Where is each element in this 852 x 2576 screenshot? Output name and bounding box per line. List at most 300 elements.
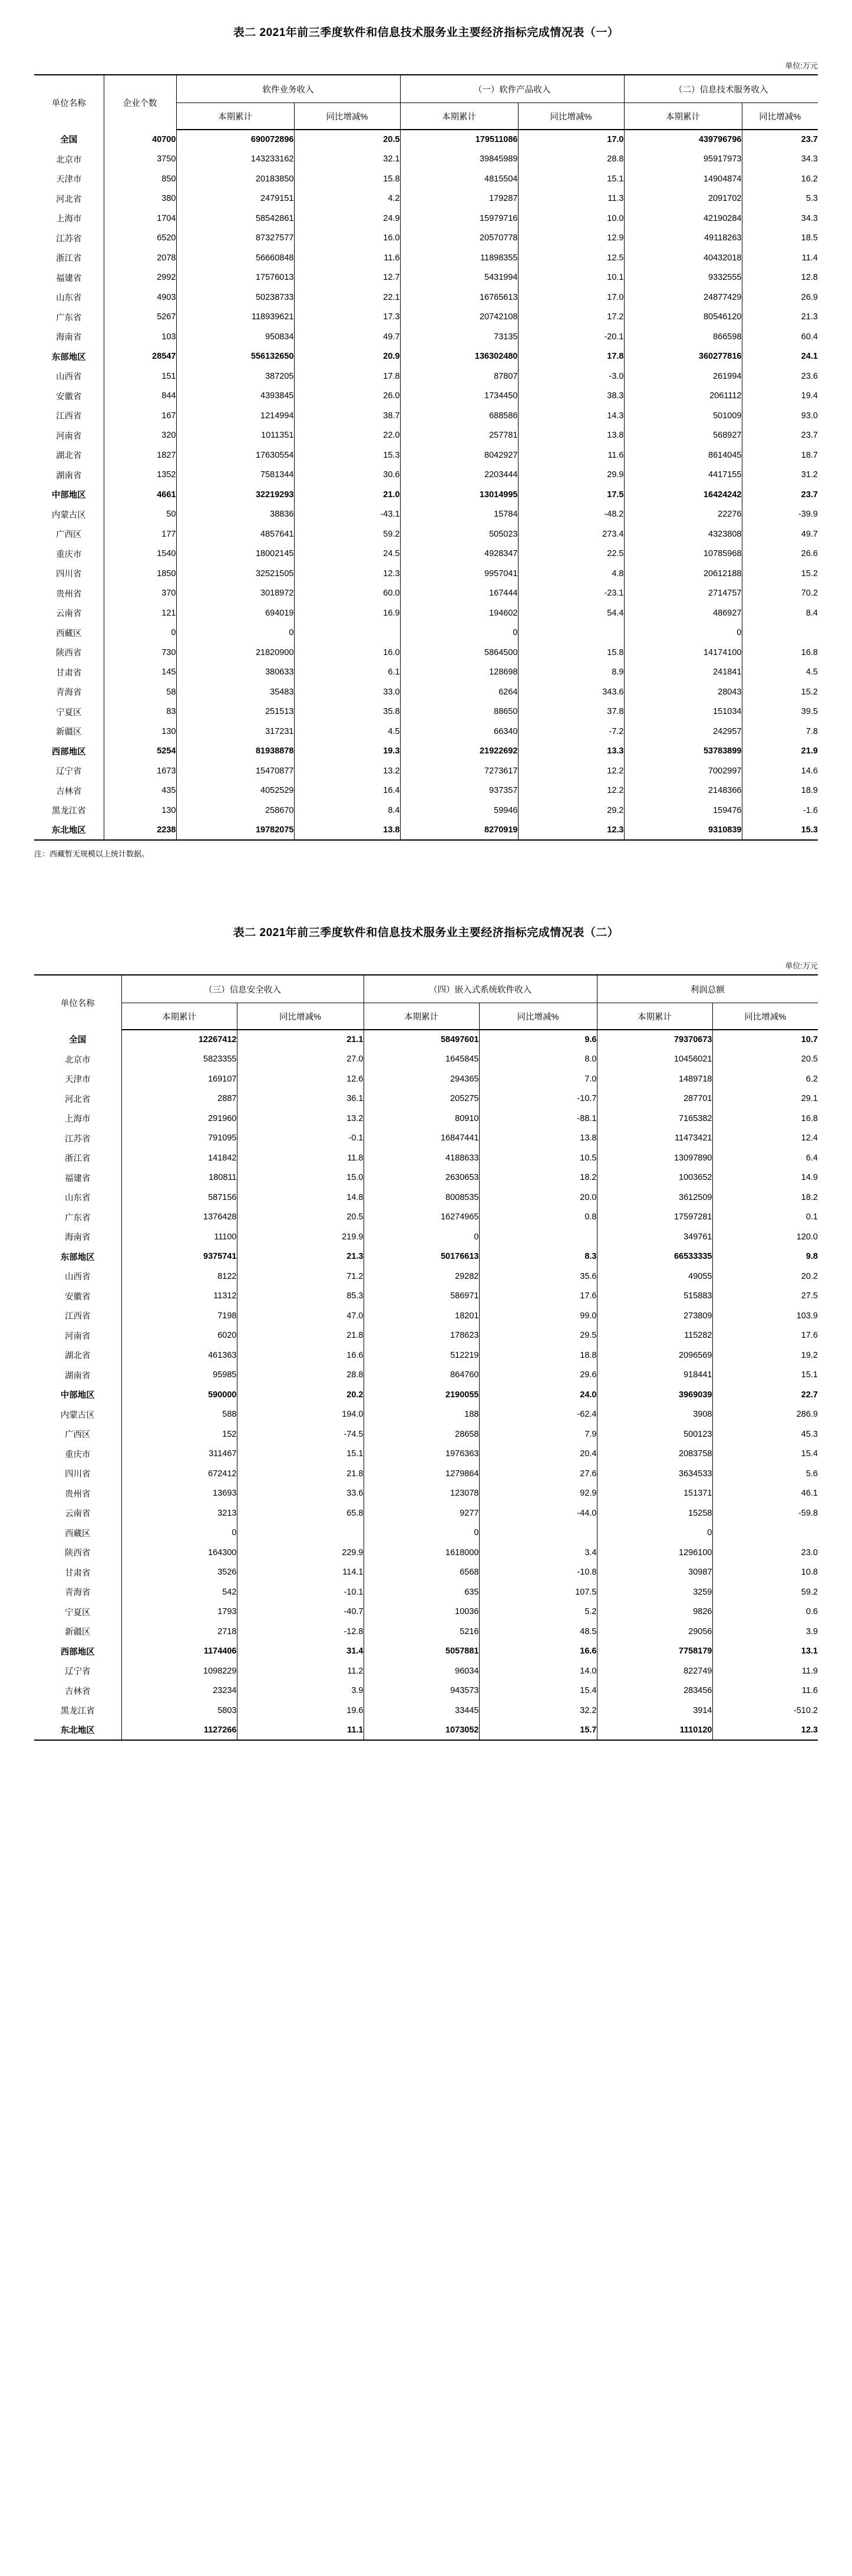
row-value-cell: 13.2 [237, 1109, 364, 1129]
row-value-cell: 20612188 [624, 564, 742, 584]
row-value-cell: 23.7 [801, 490, 818, 500]
row-value-cell: 71.2 [237, 1266, 364, 1287]
table-row [34, 1266, 818, 1287]
row-value-cell: 80910 [364, 1109, 479, 1129]
row-value-cell: 7002997 [624, 761, 742, 781]
row-value-cell: 15784 [400, 505, 518, 525]
row-value-cell: 39.5 [801, 707, 818, 717]
row-value-cell: 17.0 [518, 287, 624, 307]
row-value-cell: 18.5 [801, 233, 818, 243]
row-value-cell: 178623 [364, 1326, 479, 1346]
row-value-cell: 850 [104, 169, 176, 189]
row-value-cell: 11.6 [801, 1686, 818, 1696]
row-value-cell: 14174100 [624, 643, 742, 663]
row-value-cell: 18.7 [801, 450, 818, 460]
table-row [34, 248, 818, 268]
row-value-cell: 7758179 [597, 1642, 712, 1662]
row-value-cell: 66533335 [597, 1247, 712, 1267]
row-value-cell: 188 [364, 1405, 479, 1425]
row-value-cell: 12.4 [801, 1133, 818, 1143]
row-value-cell: 9957041 [400, 564, 518, 584]
row-value-cell: 11100 [121, 1227, 237, 1247]
row-value-cell: 15.4 [479, 1681, 597, 1701]
row-unit-name: 湖北省 [34, 1345, 121, 1365]
row-value-cell: 1489718 [597, 1069, 712, 1089]
table-row [34, 1464, 818, 1484]
row-value-cell: 49055 [597, 1266, 712, 1287]
row-value-cell: 179287 [400, 189, 518, 209]
row-value-cell: 10.7 [801, 1035, 818, 1045]
row-value-cell: 18.2 [801, 1192, 818, 1202]
row-value-cell: 9.6 [479, 1030, 597, 1050]
table-row [34, 702, 818, 722]
row-value-cell: 1645845 [364, 1050, 479, 1070]
row-unit-name: 辽宁省 [34, 761, 104, 781]
table-block-two [0, 900, 852, 1741]
row-value-cell: 6264 [400, 682, 518, 702]
row-value-cell: 387205 [176, 366, 294, 386]
row-value-cell: 177 [104, 524, 176, 544]
row-value-cell: 32521505 [176, 564, 294, 584]
row-value-cell: 3634533 [597, 1464, 712, 1484]
row-value-cell [518, 623, 624, 643]
row-value-cell: 5823355 [121, 1050, 237, 1070]
row-value-cell: 1734450 [400, 386, 518, 406]
row-value-cell: 53783899 [624, 742, 742, 762]
row-value-cell: 21.9 [801, 746, 818, 756]
row-value-cell: 88650 [400, 702, 518, 722]
table-row [34, 209, 818, 229]
row-value-cell: 0.6 [805, 1607, 818, 1617]
row-value-cell: 9310839 [624, 821, 742, 841]
row-value-cell: 103 [104, 327, 176, 347]
row-value-cell: 167444 [400, 584, 518, 604]
row-value-cell: 11.8 [237, 1148, 364, 1168]
row-value-cell: 29056 [597, 1622, 712, 1642]
row-value-cell: 3750 [104, 150, 176, 170]
table-two [34, 974, 818, 1741]
header-enterprise-count: 企业个数 [104, 75, 176, 130]
row-value-cell: 4393845 [176, 386, 294, 406]
row-value-cell: 672412 [121, 1464, 237, 1484]
row-value-cell: 1003652 [597, 1168, 712, 1188]
row-value-cell: 8614045 [624, 445, 742, 465]
header-sub-yoy-1: 同比增减% [237, 1003, 364, 1030]
row-value-cell: 59.2 [294, 524, 400, 544]
row-value-cell: 12.3 [294, 564, 400, 584]
row-value-cell: 1110120 [597, 1721, 712, 1741]
row-value-cell: 4857641 [176, 524, 294, 544]
row-value-cell: 1376428 [121, 1208, 237, 1228]
table-row [34, 801, 818, 821]
row-value-cell: 2190055 [364, 1385, 479, 1405]
row-value-cell: 0 [364, 1523, 479, 1543]
row-value-cell: -7.2 [518, 722, 624, 742]
row-value-cell: 294365 [364, 1069, 479, 1089]
row-value-cell: 943573 [364, 1681, 479, 1701]
table-one [34, 74, 818, 841]
row-value-cell: 291960 [121, 1109, 237, 1129]
row-unit-name: 安徽省 [34, 1287, 121, 1307]
row-value-cell: 5.6 [805, 1469, 818, 1479]
row-value-cell: 38836 [176, 505, 294, 525]
row-value-cell: 287701 [597, 1089, 712, 1109]
row-value-cell: 1098229 [121, 1661, 237, 1681]
row-unit-name: 四川省 [34, 1464, 121, 1484]
header-group-software-product-revenue: （一）软件产品收入 [400, 75, 624, 103]
row-unit-name: 吉林省 [34, 1681, 121, 1701]
row-value-cell: 17.6 [801, 1331, 818, 1341]
row-unit-name: 海南省 [34, 1227, 121, 1247]
row-value-cell: 866598 [624, 327, 742, 347]
table-row [34, 1089, 818, 1109]
row-value-cell: 13.8 [294, 821, 400, 841]
row-value-cell: 257781 [400, 426, 518, 446]
row-unit-name: 江西省 [34, 406, 104, 426]
row-value-cell: 22.1 [294, 287, 400, 307]
row-value-cell: 14.8 [237, 1188, 364, 1208]
row-value-cell: 11898355 [400, 248, 518, 268]
row-unit-name: 江苏省 [34, 1129, 121, 1149]
row-value-cell: 36.1 [237, 1089, 364, 1109]
table-row [34, 1287, 818, 1307]
table-two-body [34, 1030, 818, 1740]
row-value-cell: 164300 [121, 1543, 237, 1563]
row-value-cell: 258670 [176, 801, 294, 821]
row-value-cell: 3612509 [597, 1188, 712, 1208]
table-row [34, 1247, 818, 1267]
row-value-cell: -3.0 [518, 366, 624, 386]
row-value-cell: 273.4 [518, 524, 624, 544]
row-value-cell [479, 1227, 597, 1247]
row-unit-name: 内蒙古区 [34, 1405, 121, 1425]
header-group-software-revenue: 软件业务收入 [176, 75, 400, 103]
row-value-cell: 24.0 [479, 1385, 597, 1405]
row-value-cell: 500123 [597, 1424, 712, 1444]
row-value-cell: 542 [121, 1582, 237, 1602]
row-value-cell: 14.0 [479, 1661, 597, 1681]
row-value-cell: 118939621 [176, 307, 294, 328]
header-unit-name: 单位名称 [34, 75, 104, 130]
row-value-cell: 918441 [597, 1365, 712, 1385]
row-value-cell: 17.8 [518, 347, 624, 367]
table-row [34, 1721, 818, 1741]
row-value-cell: 1850 [104, 564, 176, 584]
table-row [34, 584, 818, 604]
row-value-cell: 33445 [364, 1701, 479, 1721]
row-value-cell: 38.7 [294, 406, 400, 426]
row-value-cell: 14904874 [624, 169, 742, 189]
row-value-cell: 8.3 [479, 1247, 597, 1267]
row-unit-name: 浙江省 [34, 248, 104, 268]
row-value-cell: 937357 [400, 781, 518, 801]
row-value-cell: 73135 [400, 327, 518, 347]
row-value-cell: 128698 [400, 663, 518, 683]
row-value-cell: 251513 [176, 702, 294, 722]
row-value-cell: 1827 [104, 445, 176, 465]
row-value-cell: 4052529 [176, 781, 294, 801]
row-value-cell: 1073052 [364, 1721, 479, 1741]
row-value-cell: 19.6 [237, 1701, 364, 1721]
row-value-cell: 8042927 [400, 445, 518, 465]
row-value-cell: 12.9 [518, 229, 624, 249]
row-value-cell: -74.5 [237, 1424, 364, 1444]
row-value-cell: 10.1 [518, 268, 624, 288]
row-value-cell: 10036 [364, 1602, 479, 1622]
row-value-cell: 2238 [104, 821, 176, 841]
row-value-cell: 9.8 [805, 1252, 818, 1262]
row-value-cell: 79370673 [597, 1030, 712, 1050]
row-value-cell: 219.9 [237, 1227, 364, 1247]
row-value-cell: 688586 [400, 406, 518, 426]
row-unit-name: 河北省 [34, 1089, 121, 1109]
row-value-cell: 8270919 [400, 821, 518, 841]
row-value-cell: 9332555 [624, 268, 742, 288]
row-value-cell: 4.5 [294, 722, 400, 742]
row-value-cell: 5216 [364, 1622, 479, 1642]
row-value-cell: 13097890 [597, 1148, 712, 1168]
table-row [34, 1069, 818, 1089]
row-unit-name: 贵州省 [34, 584, 104, 604]
row-unit-name: 青海省 [34, 682, 104, 702]
row-value-cell: 12.7 [294, 268, 400, 288]
row-value-cell: 588 [121, 1405, 237, 1425]
row-value-cell: 15.2 [801, 687, 818, 697]
row-value-cell: 159476 [624, 801, 742, 821]
row-value-cell: 99.0 [479, 1306, 597, 1326]
row-value-cell: 27.5 [801, 1291, 818, 1301]
row-value-cell: 26.6 [801, 549, 818, 559]
row-value-cell: 20.9 [294, 347, 400, 367]
row-value-cell: -23.1 [518, 584, 624, 604]
row-value-cell: 42190284 [624, 209, 742, 229]
row-value-cell: 4323808 [624, 524, 742, 544]
row-value-cell: 179511086 [400, 130, 518, 150]
row-value-cell: 5431994 [400, 268, 518, 288]
row-value-cell: 56660848 [176, 248, 294, 268]
row-value-cell: 50 [104, 505, 176, 525]
row-unit-name: 东部地区 [34, 1247, 121, 1267]
header-sub-yoy-3: 同比增减% [712, 1003, 818, 1030]
row-value-cell: -510.2 [793, 1705, 818, 1715]
row-value-cell: 5057881 [364, 1642, 479, 1662]
row-value-cell: 3259 [597, 1582, 712, 1602]
row-value-cell: 2083758 [597, 1444, 712, 1464]
header-group-it-service-revenue: （二）信息技术服务收入 [624, 75, 818, 103]
table-row [34, 1050, 818, 1070]
row-value-cell: 92.9 [479, 1484, 597, 1504]
table-row [34, 386, 818, 406]
row-value-cell: 229.9 [237, 1543, 364, 1563]
table-row [34, 1484, 818, 1504]
row-value-cell: 8.4 [294, 801, 400, 821]
row-value-cell: 80546120 [624, 307, 742, 328]
table-row [34, 1444, 818, 1464]
row-value-cell: 20.0 [479, 1188, 597, 1208]
row-unit-name: 重庆市 [34, 1444, 121, 1464]
row-value-cell: -10.1 [237, 1582, 364, 1602]
row-value-cell: 0.8 [479, 1208, 597, 1228]
row-value-cell: 15.7 [479, 1721, 597, 1741]
row-value-cell [479, 1523, 597, 1543]
row-value-cell: 21922692 [400, 742, 518, 762]
row-value-cell: 14.6 [801, 766, 818, 776]
row-value-cell: 19.3 [294, 742, 400, 762]
row-value-cell: 31.4 [237, 1642, 364, 1662]
row-value-cell: 512219 [364, 1345, 479, 1365]
row-value-cell: 22.5 [518, 544, 624, 564]
row-value-cell: 15.1 [237, 1444, 364, 1464]
row-value-cell: 844 [104, 386, 176, 406]
table-row [34, 1563, 818, 1583]
row-value-cell: 2203444 [400, 465, 518, 485]
row-value-cell: 7.9 [479, 1424, 597, 1444]
row-value-cell: 167 [104, 406, 176, 426]
table-row [34, 307, 818, 328]
row-unit-name: 宁夏区 [34, 702, 104, 722]
table-row [34, 1188, 818, 1208]
row-value-cell: 32.1 [294, 150, 400, 170]
table-row [34, 229, 818, 249]
row-value-cell: 29282 [364, 1266, 479, 1287]
table-row [34, 268, 818, 288]
row-value-cell: 151034 [624, 702, 742, 722]
row-value-cell: -12.8 [237, 1622, 364, 1642]
row-value-cell: 0 [597, 1523, 712, 1543]
row-value-cell: 35483 [176, 682, 294, 702]
row-value-cell: 136302480 [400, 347, 518, 367]
row-value-cell: 0 [624, 623, 742, 643]
table-separator-spacer [0, 862, 852, 900]
row-value-cell: 28658 [364, 1424, 479, 1444]
row-value-cell: 9375741 [121, 1247, 237, 1267]
table-row [34, 643, 818, 663]
row-value-cell: 12.2 [518, 781, 624, 801]
row-value-cell: 694019 [176, 603, 294, 623]
row-value-cell: 23.6 [801, 371, 818, 381]
row-value-cell: 17630554 [176, 445, 294, 465]
table-row [34, 1622, 818, 1642]
row-value-cell: 5267 [104, 307, 176, 328]
row-unit-name: 新疆区 [34, 722, 104, 742]
row-unit-name: 河南省 [34, 426, 104, 446]
row-value-cell: 10.0 [518, 209, 624, 229]
header-sub-yoy-1: 同比增减% [294, 103, 400, 130]
row-value-cell: 17.3 [294, 307, 400, 328]
table-row [34, 485, 818, 505]
row-value-cell: 60.0 [294, 584, 400, 604]
row-value-cell: 0 [121, 1523, 237, 1543]
row-value-cell: 2630653 [364, 1168, 479, 1188]
row-value-cell: 66340 [400, 722, 518, 742]
row-value-cell: -1.6 [803, 805, 818, 815]
table-row [34, 564, 818, 584]
table-row [34, 347, 818, 367]
row-unit-name: 广东省 [34, 1208, 121, 1228]
row-unit-name: 陕西省 [34, 1543, 121, 1563]
row-value-cell: 123078 [364, 1484, 479, 1504]
row-value-cell: 21.3 [801, 312, 818, 322]
table-row [34, 465, 818, 485]
row-value-cell: 16.8 [801, 1113, 818, 1123]
row-value-cell: 93.0 [801, 411, 818, 421]
row-value-cell: 40432018 [624, 248, 742, 268]
row-unit-name: 东北地区 [34, 821, 104, 841]
row-value-cell: 16.8 [801, 647, 818, 657]
table-one-note: 注：西藏暂无规模以上统计数据。 [34, 849, 150, 858]
row-value-cell: 81938878 [176, 742, 294, 762]
row-value-cell: 11.9 [801, 1666, 818, 1676]
row-value-cell: 15979716 [400, 209, 518, 229]
table-row [34, 663, 818, 683]
row-unit-name: 浙江省 [34, 1148, 121, 1168]
row-value-cell: 23234 [121, 1681, 237, 1701]
row-value-cell: 130 [104, 801, 176, 821]
row-value-cell: 586971 [364, 1287, 479, 1307]
row-value-cell: 486927 [624, 603, 742, 623]
row-value-cell: 4.5 [805, 667, 818, 677]
row-value-cell: 29.6 [479, 1365, 597, 1385]
row-unit-name: 云南省 [34, 603, 104, 623]
row-value-cell: 3.4 [479, 1543, 597, 1563]
row-value-cell: 31.2 [801, 470, 818, 480]
table-row [34, 524, 818, 544]
row-value-cell: 7273617 [400, 761, 518, 781]
row-unit-name: 河南省 [34, 1326, 121, 1346]
row-value-cell: 130 [104, 722, 176, 742]
row-value-cell: 18002145 [176, 544, 294, 564]
header-sub-yoy-2: 同比增减% [518, 103, 624, 130]
table-row [34, 742, 818, 762]
row-value-cell: 343.6 [518, 682, 624, 702]
row-value-cell: 13.8 [518, 426, 624, 446]
row-value-cell: 18.8 [479, 1345, 597, 1365]
row-value-cell: 45.3 [801, 1429, 818, 1439]
row-value-cell: 7.0 [479, 1069, 597, 1089]
row-value-cell: 16847441 [364, 1129, 479, 1149]
row-value-cell: 49.7 [294, 327, 400, 347]
table-two-title: 表二 2021年前三季度软件和信息技术服务业主要经济指标完成情况表（二） [233, 927, 619, 939]
row-value-cell: 1279864 [364, 1464, 479, 1484]
header-group-info-security-revenue: （三）信息安全收入 [121, 975, 364, 1003]
row-value-cell: 3.9 [805, 1626, 818, 1636]
row-value-cell: 11.1 [237, 1721, 364, 1741]
row-value-cell: 21820900 [176, 643, 294, 663]
row-value-cell: 635 [364, 1582, 479, 1602]
row-value-cell: 0 [176, 623, 294, 643]
row-value-cell: 22.0 [294, 426, 400, 446]
row-value-cell: 58497601 [364, 1030, 479, 1050]
row-unit-name: 北京市 [34, 1050, 121, 1070]
row-value-cell: 15.1 [801, 1370, 818, 1380]
row-unit-name: 甘肃省 [34, 1563, 121, 1583]
row-unit-name: 河北省 [34, 189, 104, 209]
row-value-cell: 17.2 [518, 307, 624, 328]
header-sub-cumulative-3: 本期累计 [597, 1003, 712, 1030]
row-value-cell: 16.4 [294, 781, 400, 801]
row-value-cell: 87807 [400, 366, 518, 386]
row-value-cell: 17576013 [176, 268, 294, 288]
row-unit-name: 广西区 [34, 524, 104, 544]
table-row [34, 623, 818, 643]
row-value-cell: 2091702 [624, 189, 742, 209]
row-value-cell: 822749 [597, 1661, 712, 1681]
row-value-cell: 3969039 [597, 1385, 712, 1405]
row-value-cell: 2887 [121, 1089, 237, 1109]
row-value-cell: 29.2 [518, 801, 624, 821]
row-unit-name: 广西区 [34, 1424, 121, 1444]
row-value-cell: 12.6 [237, 1069, 364, 1089]
